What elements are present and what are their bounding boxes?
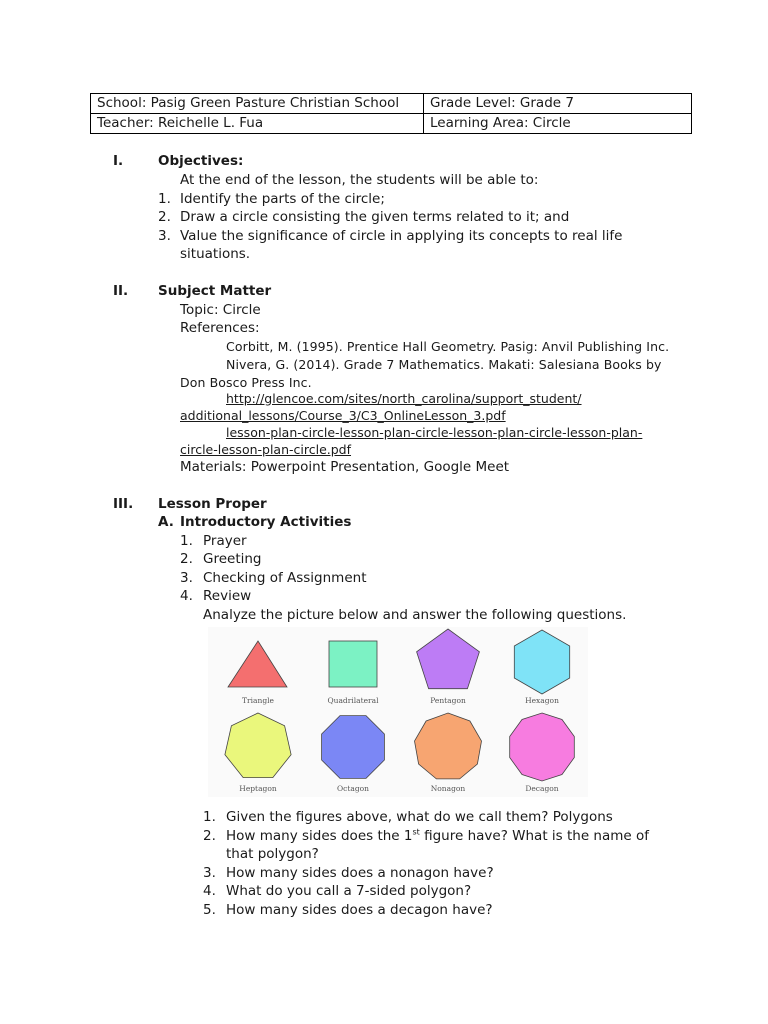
- question-5-text: How many sides does a decagon have?: [226, 902, 493, 918]
- heptagon-label: Heptagon: [239, 784, 277, 793]
- decagon-shape: [510, 713, 575, 781]
- question-5-num: 5.: [203, 902, 216, 918]
- section-1-heading: Objectives:: [158, 153, 244, 169]
- question-2-superscript: st: [412, 827, 420, 837]
- objective-3-text: Value the significance of circle in applying its concepts to real life: [180, 228, 623, 244]
- section-3-numeral: III.: [113, 496, 134, 512]
- question-3-text: How many sides does a nonagon have?: [226, 865, 494, 881]
- reference-link-2-continuation[interactable]: circle-lesson-plan-circle.pdf: [180, 442, 352, 457]
- question-2-post: figure have? What is the name of: [419, 828, 650, 844]
- teacher-cell: Teacher: Reichelle L. Fua: [91, 114, 424, 134]
- header-info-table: [90, 93, 692, 134]
- learning-area-cell: Learning Area: Circle: [424, 114, 692, 134]
- reference-link-2[interactable]: lesson-plan-circle-lesson-plan-circle-lesson-plan-circle-lesson-plan-: [226, 425, 643, 440]
- objective-3-continuation: situations.: [180, 246, 251, 262]
- references-label: References:: [180, 320, 260, 336]
- activity-1-text: Prayer: [203, 533, 247, 549]
- reference-link-1[interactable]: http://glencoe.com/sites/north_carolina/support_student/: [226, 391, 582, 406]
- objective-2-text: Draw a circle consisting the given terms related to it; and: [180, 209, 570, 225]
- question-1-text: Given the figures above, what do we call them? Polygons: [226, 809, 613, 825]
- objective-2-num: 2.: [158, 209, 171, 225]
- question-2-text: [226, 827, 649, 846]
- section-2-numeral: II.: [113, 283, 129, 299]
- question-2-pre: How many sides does the 1: [226, 828, 413, 844]
- subsection-a-letter: A.: [158, 514, 174, 530]
- activity-1-num: 1.: [180, 533, 193, 549]
- review-instruction: Analyze the picture below and answer the following questions.: [203, 607, 627, 623]
- question-2-continuation: that polygon?: [226, 846, 319, 862]
- objectives-intro: At the end of the lesson, the students will be able to:: [180, 172, 539, 188]
- nonagon-label: Nonagon: [430, 784, 466, 793]
- hexagon-label: Hexagon: [525, 696, 559, 705]
- quadrilateral-label: Quadrilateral: [327, 696, 379, 705]
- objective-3-num: 3.: [158, 228, 171, 244]
- octagon-shape: [322, 716, 385, 779]
- materials-line: Materials: Powerpoint Presentation, Google Meet: [180, 459, 510, 475]
- section-1-numeral: I.: [113, 153, 124, 169]
- octagon-label: Octagon: [337, 784, 369, 793]
- school-cell: School: Pasig Green Pasture Christian School: [91, 94, 424, 114]
- reference-2-continuation: Don Bosco Press Inc.: [180, 375, 312, 390]
- polygons-figure: [208, 627, 588, 797]
- activity-3-text: Checking of Assignment: [203, 570, 367, 586]
- question-4-text: What do you call a 7-sided polygon?: [226, 883, 472, 899]
- objective-1-num: 1.: [158, 191, 171, 207]
- reference-link-1-continuation[interactable]: additional_lessons/Course_3/C3_OnlineLesson_3.pdf: [180, 408, 506, 423]
- triangle-label: Triangle: [242, 696, 274, 705]
- section-2-heading: Subject Matter: [158, 283, 272, 299]
- question-3-num: 3.: [203, 865, 216, 881]
- quadrilateral-shape: [329, 641, 377, 687]
- section-3-heading: Lesson Proper: [158, 496, 267, 512]
- grade-level-cell: Grade Level: Grade 7: [424, 94, 692, 114]
- question-4-num: 4.: [203, 883, 216, 899]
- subsection-a-heading: Introductory Activities: [180, 514, 352, 530]
- activity-2-text: Greeting: [203, 551, 262, 567]
- activity-4-num: 4.: [180, 588, 193, 604]
- pentagon-label: Pentagon: [430, 696, 466, 705]
- activity-3-num: 3.: [180, 570, 193, 586]
- topic-line: Topic: Circle: [180, 302, 261, 318]
- question-2-num: 2.: [203, 828, 216, 844]
- activity-4-text: Review: [203, 588, 252, 604]
- reference-2: Nivera, G. (2014). Grade 7 Mathematics. Makati: Salesiana Books by: [226, 357, 662, 372]
- activity-2-num: 2.: [180, 551, 193, 567]
- question-1-num: 1.: [203, 809, 216, 825]
- objective-1-text: Identify the parts of the circle;: [180, 191, 385, 207]
- reference-1: Corbitt, M. (1995). Prentice Hall Geometry. Pasig: Anvil Publishing Inc.: [226, 339, 670, 354]
- decagon-label: Decagon: [525, 784, 559, 793]
